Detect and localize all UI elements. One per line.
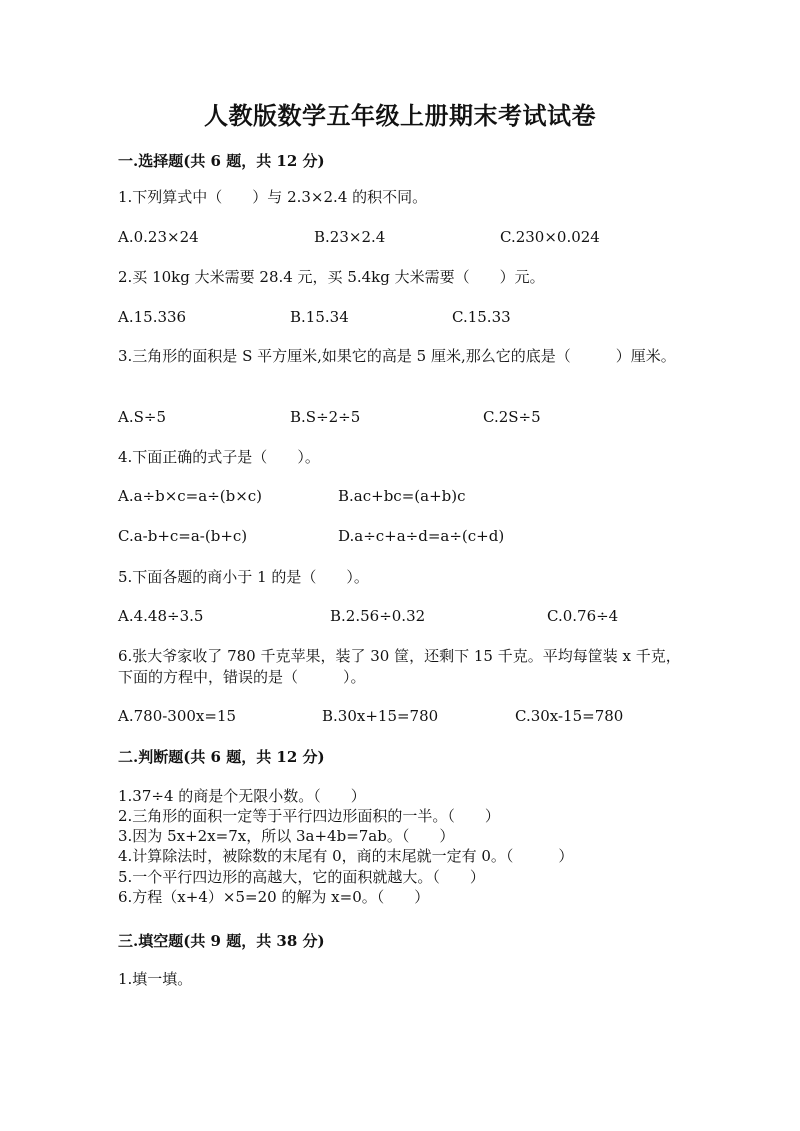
question-text: 2.买 10kg 大米需要 28.4 元，买 5.4kg 大米需要（ ）元。 xyxy=(118,268,545,286)
option-c: C.2S÷5 xyxy=(483,408,541,426)
option-b: B.ac+bc=(a+b)c xyxy=(338,487,466,505)
option-a: A.a÷b×c=a÷(b×c) xyxy=(118,487,263,505)
section-heading-true-false: 二.判断题(共 6 题，共 12 分) xyxy=(118,748,325,766)
true-false-item: 3.因为 5x+2x=7x，所以 3a+4b=7ab。（ ） xyxy=(118,827,455,845)
option-a: A.780-300x=15 xyxy=(118,707,237,725)
true-false-item: 4.计算除法时，被除数的末尾有 0，商的末尾就一定有 0。（ ） xyxy=(118,847,574,865)
question-text: 3.三角形的面积是 S 平方厘米,如果它的高是 5 厘米,那么它的底是（ ）厘米。 xyxy=(118,347,676,365)
option-c: C.0.76÷4 xyxy=(547,607,619,625)
option-b: B.23×2.4 xyxy=(314,228,386,246)
option-b: B.15.34 xyxy=(290,308,349,326)
option-b: B.S÷2÷5 xyxy=(290,408,361,426)
question-text: 4.下面正确的式子是（ ）。 xyxy=(118,448,320,466)
question-text: 1.下列算式中（ ）与 2.3×2.4 的积不同。 xyxy=(118,188,428,206)
true-false-item: 6.方程（x+4）×5=20 的解为 x=0。（ ） xyxy=(118,888,430,906)
option-a: A.0.23×24 xyxy=(118,228,199,246)
option-a: A.15.336 xyxy=(118,308,187,326)
true-false-item: 5.一个平行四边形的高越大，它的面积就越大。（ ） xyxy=(118,868,485,886)
section-heading-choice: 一.选择题(共 6 题，共 12 分) xyxy=(118,152,325,170)
option-d: D.a÷c+a÷d=a÷(c+d) xyxy=(338,527,505,545)
true-false-item: 1.37÷4 的商是个无限小数。（ ） xyxy=(118,787,366,805)
exam-title: 人教版数学五年级上册期末考试试卷 xyxy=(204,101,596,130)
option-c: C.15.33 xyxy=(452,308,511,326)
question-text: 6.张大爷家收了 780 千克苹果，装了 30 筐，还剩下 15 千克。平均每筐装 x 千克，下面的方程中，错误的是（ ）。 xyxy=(118,647,681,686)
option-a: A.4.48÷3.5 xyxy=(118,607,204,625)
option-a: A.S÷5 xyxy=(118,408,166,426)
question-text: 1.填一填。 xyxy=(118,970,193,988)
option-c: C.230×0.024 xyxy=(500,228,600,246)
option-b: B.2.56÷0.32 xyxy=(330,607,426,625)
option-c: C.a-b+c=a-(b+c) xyxy=(118,527,248,545)
option-c: C.30x-15=780 xyxy=(515,707,624,725)
option-b: B.30x+15=780 xyxy=(322,707,439,725)
question-text: 5.下面各题的商小于 1 的是（ ）。 xyxy=(118,568,369,586)
section-heading-fill-blank: 三.填空题(共 9 题，共 38 分) xyxy=(118,932,325,950)
true-false-item: 2.三角形的面积一定等于平行四边形面积的一半。（ ） xyxy=(118,807,500,825)
